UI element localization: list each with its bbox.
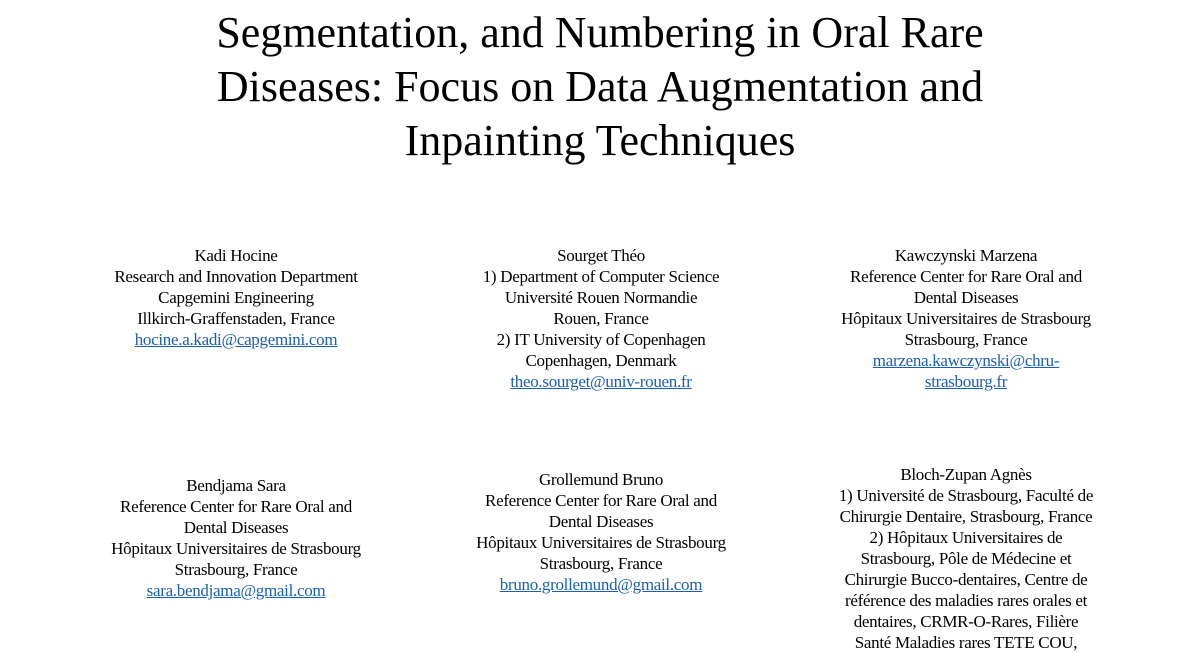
author-affiliation-line: Dental Diseases: [913, 288, 1019, 307]
author-affiliation-line: Strasbourg, Pôle de Médecine et: [860, 549, 1072, 568]
author-email-link[interactable]: hocine.a.kadi@capgemini.com: [134, 330, 338, 349]
author-affiliation-line: Strasbourg, France: [174, 560, 298, 579]
author-affiliation-line: référence des maladies rares orales et: [844, 591, 1088, 610]
author-affiliation-line: Hôpitaux Universitaires de Strasbourg: [476, 533, 726, 552]
author-name: Kadi Hocine: [194, 246, 278, 265]
author-affiliation-line: 2) IT University of Copenhagen: [496, 330, 706, 349]
author-affiliation-line: Hôpitaux Universitaires de Strasbourg: [841, 309, 1091, 328]
title-line: Segmentation, and Numbering in Oral Rare: [216, 8, 984, 57]
author-affiliation-line: Strasbourg, France: [539, 554, 663, 573]
author-affiliation-line: Chirurgie Bucco-dentaires, Centre de: [844, 570, 1088, 589]
author-block-bloch-zupan-agnes: [801, 464, 1131, 653]
author-block-sourget-theo: [436, 245, 766, 392]
author-name: Sourget Théo: [557, 246, 645, 265]
author-name: Grollemund Bruno: [538, 470, 664, 489]
author-affiliation-line: Reference Center for Rare Oral and: [850, 267, 1082, 286]
author-affiliation-line: Illkirch-Graffenstaden, France: [137, 309, 335, 328]
author-affiliation-line: Capgemini Engineering: [158, 288, 314, 307]
title-line: Diseases: Focus on Data Augmentation and: [216, 62, 984, 111]
author-email-link[interactable]: marzena.kawczynski@chru-: [872, 351, 1060, 370]
author-affiliation-line: Reference Center for Rare Oral and: [120, 497, 352, 516]
author-block-bendjama-sara: [71, 475, 401, 601]
author-affiliation-line: Reference Center for Rare Oral and: [485, 491, 717, 510]
title-line: Inpainting Techniques: [404, 116, 796, 165]
author-name: Kawczynski Marzena: [894, 246, 1038, 265]
author-affiliation-line: Dental Diseases: [548, 512, 654, 531]
author-email-link[interactable]: strasbourg.fr: [924, 372, 1008, 391]
author-email-link[interactable]: bruno.grollemund@gmail.com: [499, 575, 703, 594]
author-affiliation-line: 1) Department of Computer Science: [482, 267, 720, 286]
author-email-link[interactable]: theo.sourget@univ-rouen.fr: [510, 372, 692, 391]
author-block-kawczynski-marzena: [801, 245, 1131, 392]
paper-title: [0, 6, 1200, 168]
author-affiliation-line: Copenhagen, Denmark: [525, 351, 677, 370]
author-affiliation-line: Chirurgie Dentaire, Strasbourg, France: [839, 507, 1093, 526]
author-affiliation-line: Research and Innovation Department: [114, 267, 358, 286]
author-name: Bendjama Sara: [186, 476, 286, 495]
author-block-kadi-hocine: [71, 245, 401, 350]
author-affiliation-line: dentaires, CRMR-O-Rares, Filière: [853, 612, 1079, 631]
author-affiliation-line: 2) Hôpitaux Universitaires de: [869, 528, 1063, 547]
author-affiliation-line: Santé Maladies rares TETE COU,: [854, 633, 1078, 652]
author-name: Bloch-Zupan Agnès: [900, 465, 1032, 484]
author-affiliation-line: Strasbourg, France: [904, 330, 1028, 349]
author-affiliation-line: Dental Diseases: [183, 518, 289, 537]
author-affiliation-line: Hôpitaux Universitaires de Strasbourg: [111, 539, 361, 558]
author-email-link[interactable]: sara.bendjama@gmail.com: [146, 581, 326, 600]
author-affiliation-line: Rouen, France: [553, 309, 649, 328]
author-affiliation-line: Université Rouen Normandie: [504, 288, 698, 307]
author-affiliation-line: 1) Université de Strasbourg, Faculté de: [838, 486, 1094, 505]
author-block-grollemund-bruno: [436, 469, 766, 595]
